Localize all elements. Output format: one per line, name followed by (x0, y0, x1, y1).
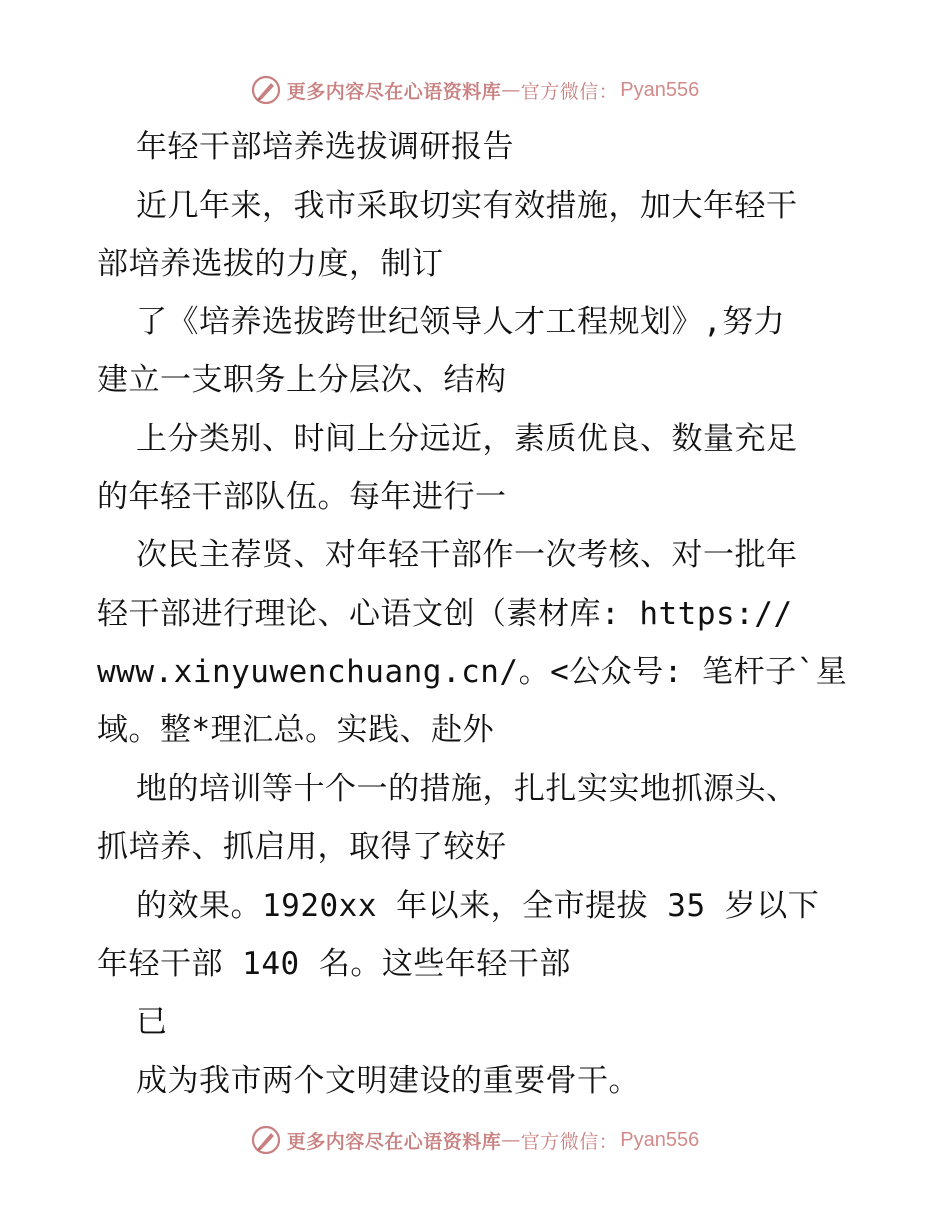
text-line: 近几年来，我市采取切实有效措施，加大年轻干 (136, 188, 798, 224)
text-line: 的年轻干部队伍。每年进行一 (97, 479, 507, 515)
banner-wechat-id: Pyan556 (620, 78, 700, 101)
document-title: 年轻干部培养选拔调研报告 (136, 129, 514, 165)
banner-main-text: 更多内容尽在心语资料库 (286, 1130, 502, 1153)
footer-watermark-banner (0, 1120, 950, 1160)
pen-logo-icon (251, 1125, 281, 1155)
text-line: 建立一支职务上分层次、结构 (97, 362, 507, 398)
text-line: 域。整*理汇总。实践、赴外 (97, 712, 495, 748)
text-line: 次民主荐贤、对年轻干部作一次考核、对一批年 (136, 537, 798, 573)
text-line: 成为我市两个文明建设的重要骨干。 (136, 1063, 640, 1099)
text-line: 轻干部进行理论、心语文创（素材库: https:// (97, 596, 793, 632)
text-line: 部培养选拔的力度，制订 (97, 246, 444, 282)
text-line: 已 (136, 1004, 168, 1040)
banner-separator: — (501, 79, 521, 101)
text-line: 抓培养、抓启用，取得了较好 (97, 829, 507, 865)
text-line: 的效果。1920xx 年以来，全市提拔 35 岁以下 (136, 888, 820, 924)
text-line: 了《培养选拔跨世纪领导人才工程规划》,努力 (136, 304, 786, 340)
text-line: 上分类别、时间上分远近，素质优良、数量充足 (136, 421, 798, 457)
banner-separator: — (501, 1129, 521, 1151)
banner-sub-text: 官方微信： (520, 80, 619, 103)
banner-main-text: 更多内容尽在心语资料库 (286, 80, 502, 103)
banner-sub-text: 官方微信： (520, 1130, 619, 1153)
banner-wechat-id: Pyan556 (620, 1128, 700, 1151)
text-line: www.xinyuwenchuang.cn/。<公众号: 笔杆子`星 (97, 654, 848, 690)
text-line: 地的培训等十个一的措施，扎扎实实地抓源头、 (136, 771, 798, 807)
text-line: 年轻干部 140 名。这些年轻干部 (97, 946, 571, 982)
